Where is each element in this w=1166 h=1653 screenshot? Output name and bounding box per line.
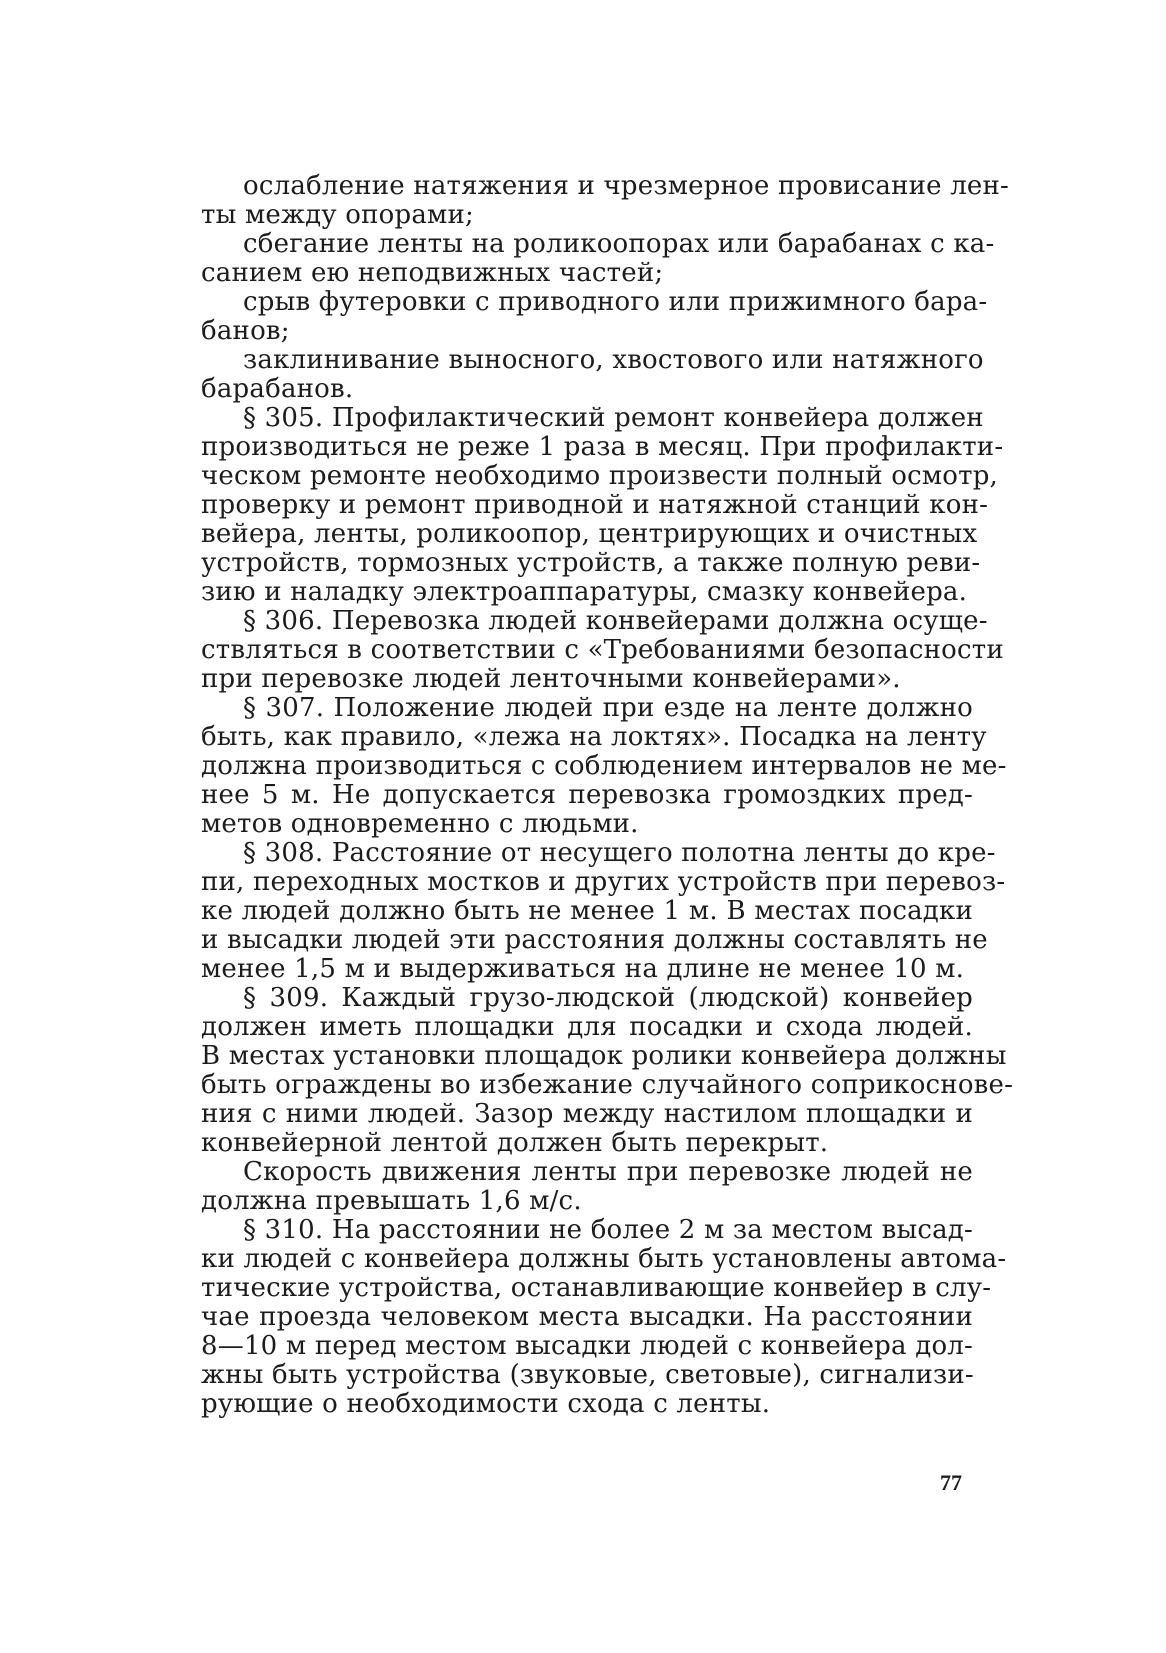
text-line: санием ею неподвижных частей; — [201, 258, 664, 288]
text-line: быть, как правило, «лежа на локтях». Посадка на ленту — [201, 722, 987, 752]
text-line: § 305. Профилактический ремонт конвейера должен — [243, 403, 984, 433]
text-line: и высадки людей эти расстояния должны составлять не — [201, 925, 988, 955]
text-line: производиться не реже 1 раза в месяц. При профилакти- — [201, 432, 1004, 462]
text-line: тические устройства, останавливающие конвейер в слу- — [201, 1273, 992, 1303]
text-line: устройств, тормозных устройств, а также полную реви- — [201, 548, 981, 578]
text-line: вейера, ленты, роликоопор, центрирующих и очистных — [201, 519, 978, 549]
text-line: рующие о необходимости схода с ленты. — [201, 1389, 771, 1419]
text-line: должна производиться с соблюдением интервалов не ме- — [201, 751, 1007, 781]
paragraph — [201, 838, 1006, 984]
paragraph — [201, 287, 988, 346]
text-line: нее 5 м. Не допускается перевозка громоздких пред- — [201, 780, 973, 810]
body-text — [201, 171, 1014, 1419]
text-line: метов одновременно с людьми. — [201, 809, 639, 839]
text-line: § 307. Положение людей при езде на ленте должно — [243, 693, 973, 723]
text-line: чае проезда человеком места высадки. На расстоянии — [201, 1302, 973, 1332]
text-line: пи, переходных мостков и других устройств при перевоз- — [201, 867, 1006, 897]
text-line: ствляться в соответствии с «Требованиями безопасности — [201, 635, 1004, 665]
text-line: банов; — [201, 316, 290, 346]
text-line: ослабление натяжения и чрезмерное провисание лен- — [243, 171, 1010, 201]
text-line: § 308. Расстояние от несущего полотна ленты до кре- — [243, 838, 996, 868]
text-line: быть ограждены во избежание случайного соприкоснове- — [201, 1070, 1014, 1100]
text-line: барабанов. — [201, 374, 354, 404]
page-number: 77 — [940, 1470, 962, 1495]
text-line: § 306. Перевозка людей конвейерами должна осуще- — [243, 606, 988, 636]
paragraph — [201, 606, 1004, 694]
text-line: § 310. На расстоянии не более 2 м за местом высад- — [243, 1215, 973, 1245]
text-line: ты между опорами; — [201, 200, 474, 230]
text-line: В местах установки площадок ролики конвейера должны — [201, 1041, 1007, 1071]
paragraph — [201, 229, 995, 288]
paragraph — [201, 345, 984, 404]
text-line: заклинивание выносного, хвостового или натяжного — [243, 345, 984, 375]
text-line: ки людей с конвейера должны быть установлены автома- — [201, 1244, 1007, 1274]
text-line: менее 1,5 м и выдерживаться на длине не менее 10 м. — [201, 954, 965, 984]
paragraph — [201, 403, 1004, 607]
paragraph — [201, 171, 1010, 230]
text-line: сбегание ленты на роликоопорах или барабанах с ка- — [243, 229, 995, 259]
text-line: должна превышать 1,6 м/с. — [201, 1186, 582, 1216]
text-line: § 309. Каждый грузо-людской (людской) конвейер — [243, 983, 973, 1013]
paragraph — [201, 693, 1007, 839]
text-line: ческом ремонте необходимо произвести полный осмотр, — [201, 461, 999, 491]
text-line: ке людей должно быть не менее 1 м. В местах посадки — [201, 896, 973, 926]
text-line: должен иметь площадки для посадки и схода людей. — [201, 1012, 973, 1042]
paragraph — [201, 1158, 973, 1216]
text-line: зию и наладку электроаппаратуры, смазку конвейера. — [201, 577, 968, 607]
text-line: проверку и ремонт приводной и натяжной станций кон- — [201, 490, 989, 520]
text-line: 8—10 м перед местом высадки людей с конвейера дол- — [201, 1331, 973, 1361]
paragraph — [201, 983, 1014, 1158]
text-line: срыв футеровки с приводного или прижимного бара- — [243, 287, 988, 317]
paragraph — [201, 1215, 1007, 1419]
text-line: конвейерной лентой должен быть перекрыт. — [201, 1128, 829, 1158]
text-line: при перевозке людей ленточными конвейерами». — [201, 664, 901, 694]
text-line: Скорость движения ленты при перевозке людей не — [243, 1157, 973, 1187]
text-line: ния с ними людей. Зазор между настилом площадки и — [201, 1099, 973, 1129]
text-line: жны быть устройства (звуковые, световые), сигнализи- — [201, 1360, 974, 1390]
